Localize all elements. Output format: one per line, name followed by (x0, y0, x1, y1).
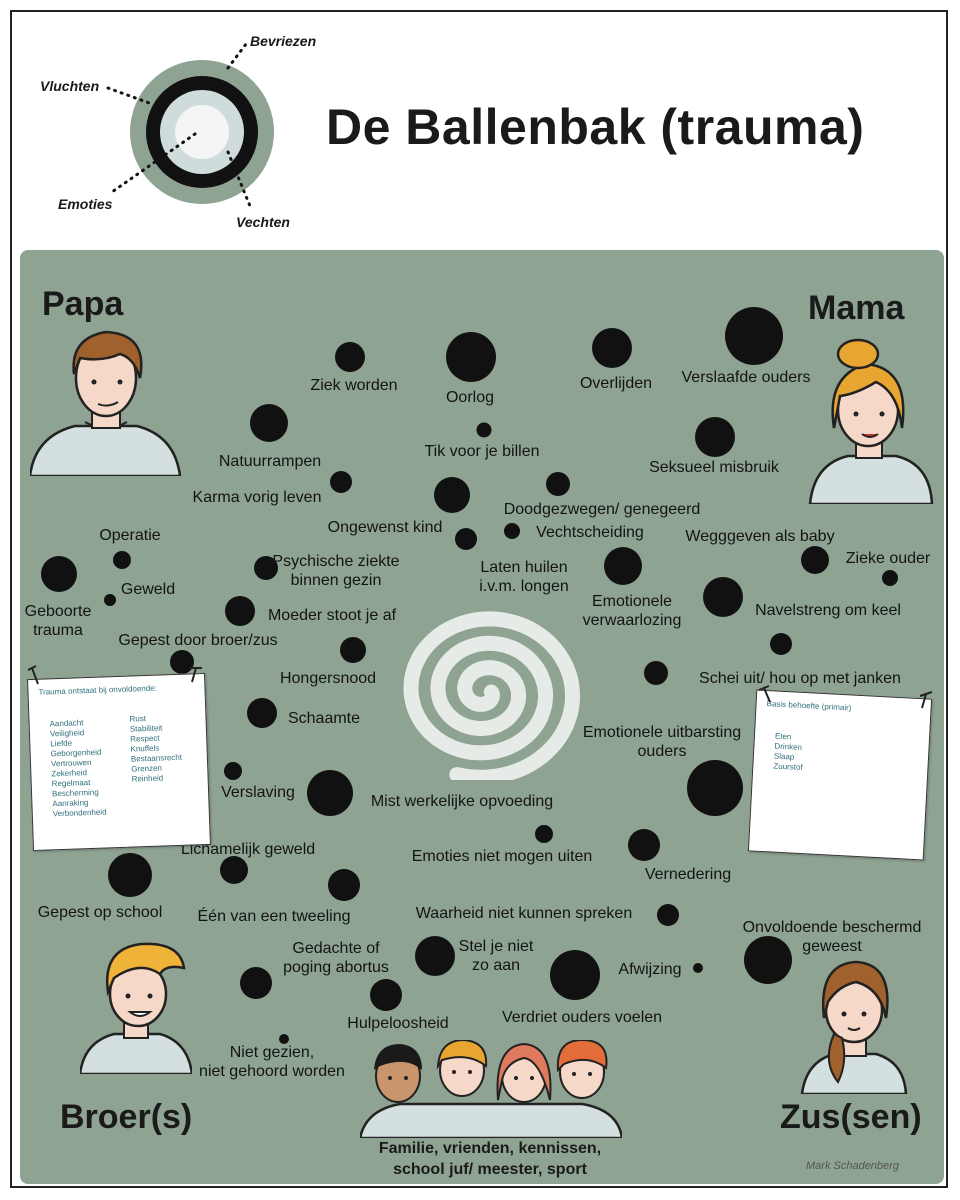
note-basic-list (773, 732, 804, 773)
item-label: Navelstreng om keel (755, 602, 901, 619)
trauma-ball (695, 417, 735, 457)
label-broers: Broer(s) (60, 1098, 193, 1136)
item-label: Verdriet ouders voelen (501, 1009, 663, 1026)
trauma-ball (335, 342, 365, 372)
trauma-ball (770, 633, 792, 655)
item-label: Gepest op school (37, 904, 163, 921)
trauma-ball (703, 577, 743, 617)
legend-ring-core (175, 105, 229, 159)
legend-label-emoties: Emoties (58, 196, 113, 212)
item-label: Laten huilen i.v.m. longen (479, 559, 569, 595)
trauma-ball (693, 963, 703, 973)
item-label: Emoties niet mogen uiten (411, 848, 593, 865)
note-pins-right (756, 684, 936, 714)
trauma-ball (41, 556, 77, 592)
need-item: Vertrouwen (50, 757, 92, 769)
trauma-ball (113, 551, 131, 569)
zus-avatar (798, 958, 910, 1094)
label-papa: Papa (42, 285, 124, 323)
basic-need-item: Slaap (773, 751, 795, 762)
trauma-ball (446, 332, 496, 382)
item-label: Seksueel misbruik (649, 459, 779, 476)
legend-label-vluchten: Vluchten (40, 78, 100, 94)
item-label: Zieke ouder (845, 550, 931, 567)
need-item: Bescherming (51, 787, 99, 799)
item-label: Natuurrampen (218, 453, 322, 470)
need-item: Verbondenheid (52, 807, 107, 819)
need-item: Stabiliteit (129, 723, 163, 734)
note-title: Trauma ontstaat bij onvoldoende: (38, 683, 158, 697)
need-item: Knuffels (130, 743, 160, 754)
trauma-ball (628, 829, 660, 861)
basic-need-item: Drinken (774, 741, 803, 752)
item-label: Schaamte (287, 710, 361, 727)
item-label: Emotionele verwaarlozing (582, 593, 682, 629)
note-col1 (49, 718, 106, 820)
item-label: Hongersnood (279, 670, 377, 687)
item-label: Oorlog (445, 389, 495, 406)
item-label: Gepest door broer/zus (118, 632, 278, 649)
item-label: Één van een tweeling (197, 908, 351, 925)
item-label: Geweld (120, 581, 176, 598)
trauma-ball (224, 762, 242, 780)
item-label: Mist werkelijke opvoeding (370, 793, 554, 810)
trauma-ball (340, 637, 366, 663)
trauma-ball (247, 698, 277, 728)
note-pins-left (26, 664, 216, 694)
trauma-ball (434, 477, 470, 513)
need-item: Respect (130, 733, 160, 744)
need-item: Veiligheid (49, 728, 85, 739)
label-mama: Mama (808, 289, 905, 327)
trauma-ball (801, 546, 829, 574)
basic-need-item: Zuurstof (773, 761, 803, 773)
note-col2 (129, 713, 183, 785)
item-label: Moeder stoot je af (267, 607, 397, 624)
spiral-icon (385, 604, 585, 780)
basic-need-item: Eten (774, 731, 792, 742)
item-label: Afwijzing (618, 961, 682, 978)
legend-pointer-bevriezen (228, 44, 246, 68)
item-label: Operatie (99, 527, 161, 544)
item-label: Hulpeloosheid (347, 1015, 449, 1032)
page-title: De Ballenbak (trauma) (326, 99, 865, 155)
need-item: Geborgenheid (50, 747, 102, 759)
note-trauma-needs (27, 673, 211, 851)
item-label: Niet gezien, niet gehoord worden (199, 1044, 345, 1080)
item-label: Gedachte of poging abortus (283, 940, 389, 976)
trauma-ball (604, 547, 642, 585)
item-label: Vechtscheiding (536, 524, 644, 541)
item-label: Lichamelijk geweld (180, 841, 316, 858)
trauma-ball (550, 950, 600, 1000)
trauma-ball (415, 936, 455, 976)
need-item: Reinheid (131, 773, 164, 784)
need-item: Aanraking (52, 798, 89, 809)
item-label: Onvoldoende beschermd geweest (742, 919, 922, 955)
item-label: Wegggeven als baby (685, 528, 835, 545)
legend-label-bevriezen: Bevriezen (250, 33, 317, 49)
trauma-ball (455, 528, 477, 550)
trauma-ball (307, 770, 353, 816)
trauma-ball (546, 472, 570, 496)
trauma-ball (220, 856, 248, 884)
footer-line-1: Familie, vrienden, kennissen, (378, 1140, 602, 1157)
note-title: Basis behoefte (primair) (766, 699, 852, 713)
item-label: Tik voor je billen (424, 443, 540, 460)
trauma-ball (104, 594, 116, 606)
trauma-ball (657, 904, 679, 926)
item-label: Geboorte trauma (24, 603, 92, 639)
footer-line-2: school juf/ meester, sport (393, 1161, 587, 1178)
need-item: Liefde (50, 738, 73, 749)
item-label: Ziek worden (310, 377, 398, 394)
papa-avatar (30, 326, 182, 476)
need-item: Aandacht (49, 718, 84, 729)
trauma-ball (535, 825, 553, 843)
trauma-ball (592, 328, 632, 368)
label-zussen: Zus(sen) (780, 1098, 922, 1136)
trauma-ball (328, 869, 360, 901)
item-label: Verslaving (221, 784, 295, 801)
trauma-ball (225, 596, 255, 626)
author-credit: Mark Schadenberg (806, 1160, 899, 1172)
trauma-ball (477, 423, 492, 438)
trauma-ball (882, 570, 898, 586)
footer-caption (379, 1138, 601, 1180)
item-label: Schei uit/ hou op met janken (699, 670, 901, 687)
need-item: Zekerheid (51, 768, 88, 779)
group-avatars (360, 1040, 622, 1138)
item-label: Overlijden (579, 375, 653, 392)
item-label: Waarheid niet kunnen spreken (415, 905, 633, 922)
legend-label-vechten: Vechten (236, 214, 290, 230)
item-label: Psychische ziekte binnen gezin (272, 553, 400, 589)
trauma-ball (644, 661, 668, 685)
trauma-ball (725, 307, 783, 365)
item-label: Stel je niet zo aan (458, 938, 534, 974)
trauma-ball (250, 404, 288, 442)
trauma-ball (330, 471, 352, 493)
note-basic-needs (748, 690, 932, 861)
need-item: Bestaansrecht (130, 752, 183, 764)
trauma-ball (687, 760, 743, 816)
mama-avatar (806, 336, 936, 504)
broer-avatar (80, 934, 192, 1074)
need-item: Grenzen (131, 763, 163, 774)
item-label: Ongewenst kind (327, 519, 443, 536)
trauma-ball (370, 979, 402, 1011)
trauma-ball (240, 967, 272, 999)
trauma-ball (108, 853, 152, 897)
item-label: Verslaafde ouders (681, 369, 811, 386)
item-label: Emotionele uitbarsting ouders (582, 724, 742, 760)
item-label: Doodgezwegen/ genegeerd (503, 501, 701, 518)
need-item: Regelmaat (51, 778, 91, 789)
trauma-ball (504, 523, 520, 539)
need-item: Rust (129, 714, 147, 724)
item-label: Karma vorig leven (192, 489, 322, 506)
item-label: Vernedering (644, 866, 732, 883)
